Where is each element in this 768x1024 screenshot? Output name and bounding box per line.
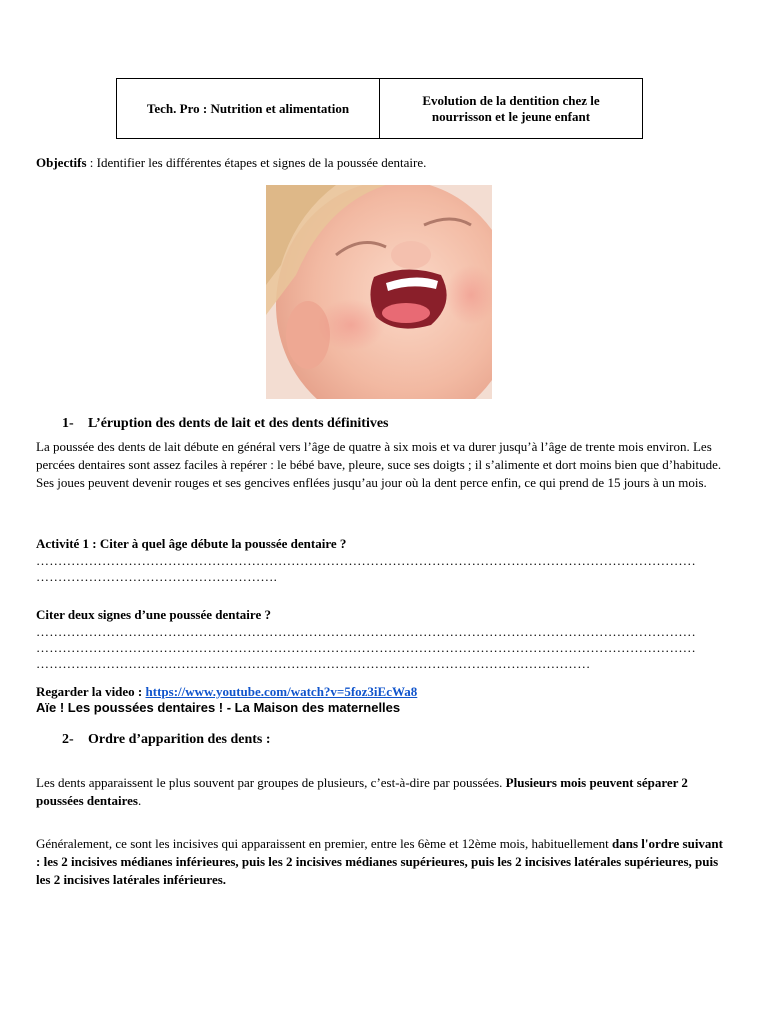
section-1-heading — [62, 415, 389, 433]
p1-normal-text: Les dents apparaissent le plus souvent par groupes de plusieurs, c’est-à-dire par poussées. — [36, 775, 506, 790]
header-table — [116, 78, 643, 139]
answer-dots-line: ………………………………………………. — [36, 569, 278, 584]
answer-dots-line: …………………………………………………………………………………………………………………………………… — [36, 553, 696, 568]
crying-baby-photo — [266, 185, 492, 399]
video-label: Regarder la video : — [36, 684, 146, 699]
course-title-cell: Tech. Pro : Nutrition et alimentation — [117, 79, 380, 138]
section-2-title: Ordre d’apparition des dents : — [88, 732, 271, 747]
p1-end: . — [137, 793, 142, 808]
section-1-title: L’éruption des dents de lait et des dents définitives — [88, 416, 389, 431]
section-1-number: 1- — [62, 416, 74, 431]
p2-normal-text: Généralement, ce sont les incisives qui apparaissent en premier, entre les 6ème et 12ème mois, habituellement — [36, 836, 612, 851]
section-2-heading — [62, 731, 271, 749]
video-title: Aïe ! Les poussées dentaires ! - La Maison des maternelles — [36, 700, 401, 715]
objectifs-line — [36, 154, 426, 172]
objectifs-text: : Identifier les différentes étapes et signes de la poussée dentaire. — [86, 155, 427, 170]
section-2-paragraph-1 — [36, 774, 726, 810]
activite-1-question: Activité 1 : Citer à quel âge débute la poussée dentaire ? — [36, 536, 347, 551]
p2-bold-text: dans l'ordre suivant : les 2 incisives médianes inférieures, puis les 2 incisives médianes supérieures, puis les 2 incisives latérales supérieures, puis les 2 incisives latérales inférieures. — [36, 836, 723, 887]
question-2: Citer deux signes d’une poussée dentaire ? — [36, 607, 271, 622]
section-2-paragraph-2 — [36, 835, 726, 889]
objectifs-label: Objectifs — [36, 155, 87, 170]
video-line — [36, 683, 417, 701]
p1-bold-text: Plusieurs mois peuvent séparer 2 poussées dentaires — [36, 775, 688, 808]
answer-dots-line: …………………………………………………………………………………………………………………………………… — [36, 624, 696, 639]
section-2-number: 2- — [62, 732, 74, 747]
video-link[interactable]: https://www.youtube.com/watch?v=5foz3iEcWa8 — [145, 684, 418, 699]
lesson-title-cell: Evolution de la dentition chez le nourrisson et le jeune enfant — [422, 92, 600, 124]
answer-dots-line: …………………………………………………………………………………………………………………………………… — [36, 640, 696, 655]
section-1-paragraph: La poussée des dents de lait débute en général vers l’âge de quatre à six mois et va durer jusqu’à l’âge de trente mois environ. Les percées dentaires sont assez faciles à repérer : le bébé bave, pleure, suce ses doigts ; il s’alimente et dort moins bien que d’habitude. Ses joues peuvent devenir rouges et ses gencives enflées jusqu’au jour où la dent perce enfin, ce qui prend de 15 jours à un mois. — [36, 439, 722, 490]
answer-dots-line: ……………………………………………………………………………………………………………… — [36, 656, 591, 671]
